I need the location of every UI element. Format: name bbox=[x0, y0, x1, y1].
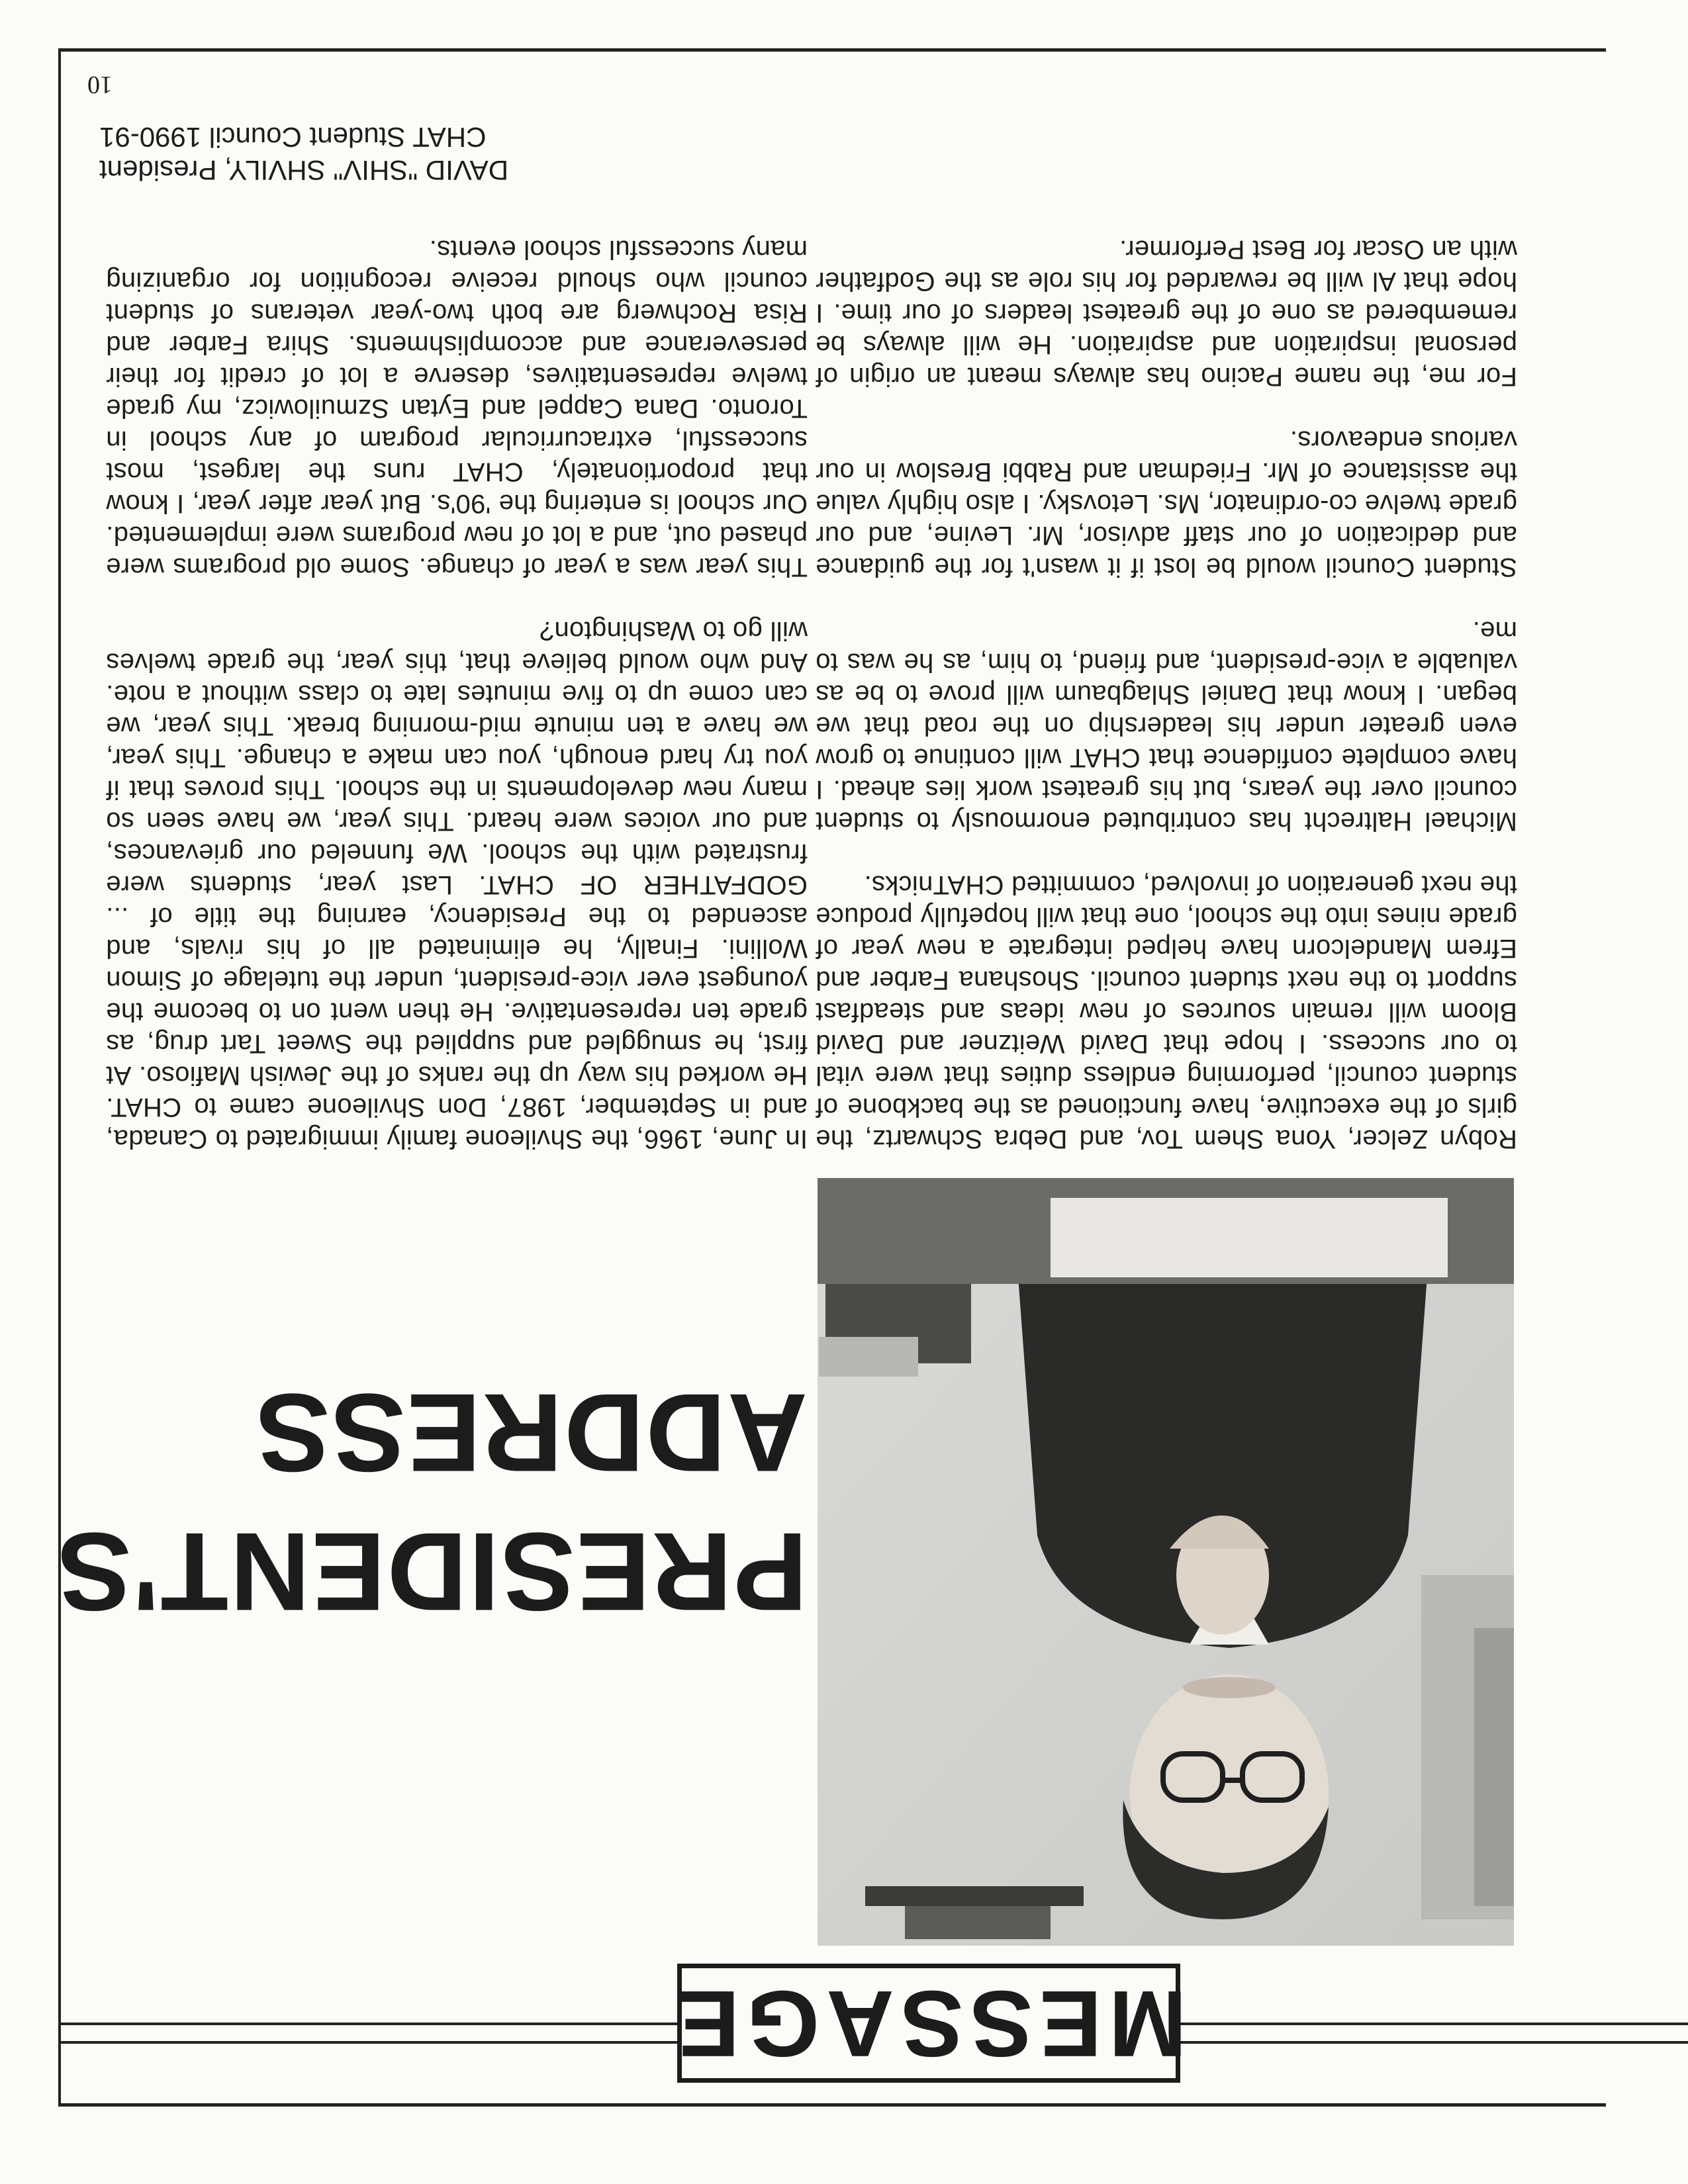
paragraph: This year was a year of change. Some old programs were phased out, and a lot of new programs were implemented. Our school is entering the '90's. But year after year, I know that proportionately, CHAT runs the largest, most successful, extracurricular program of any school in Toronto. Dana Cappel and Eytan Szmuilowicz, my grade twelve representatives, deserve a lot of credit for their perseverance and accomplishments. Shira Farber and Risa Rochwerg are both two-year veterans of student council who should receive recognition for organizing many successful school events. bbox=[106, 235, 808, 582]
paragraph: Michael Haltrecht has contributed enormously to student council over the years, but his greatest work lies ahead. I have complete confidence that CHAT will continue to grow even greater under his leadership on the road that we began. I know that Daniel Shlagbaum will prove to be as valuable a vice-president, and friend, to him, as he was to me. bbox=[816, 616, 1517, 836]
presidents-address-title bbox=[56, 1363, 808, 1641]
paragraph: Student Council would be lost if it wasn't for the guidance and dedication of our staff advisor, Mr. Levine, and our grade twelve co-ordinator, Ms. Letovsky. I also highly value the assistance of Mr. Friedman and Rabbi Breslow in our various endeavors. bbox=[816, 426, 1517, 582]
signature-organization: CHAT Student Council 1990-91 bbox=[99, 122, 487, 153]
header-rule-right-2 bbox=[58, 2023, 677, 2025]
page-frame-top bbox=[58, 2103, 1606, 2107]
paragraph: Robyn Zelcer, Yona Shem Tov, and Debra Schwartz, the girls of the executive, have functioned as the backbone of student council, performing endless duties that were vital to our success. I hope that David Weitzner and David Bloom will remain sources of new ideas and steadfast support to the next student council. Shoshana Farber and Efrem Mandelcorn have helped integrate a new year of grade nines into the school, one that will hopefully produce the next generation of involved, committed CHATnicks. bbox=[816, 870, 1517, 1154]
message-header-box bbox=[670, 1964, 1188, 2083]
signature-name: DAVID "SHIV" SHVILY, President bbox=[99, 155, 509, 186]
left-text-column bbox=[816, 202, 1517, 1155]
portrait-photo-icon bbox=[818, 1178, 1514, 1946]
signature-block bbox=[99, 120, 563, 187]
header-rule-left-2 bbox=[1180, 2023, 1688, 2025]
page-frame-right bbox=[58, 48, 61, 2107]
header-rule-right-1 bbox=[58, 2041, 677, 2044]
right-text-column bbox=[106, 202, 808, 1155]
paragraph: For me, the name Pacino has always meant an origin of personal inspiration and aspiration. He will always be remembered as one of the greatest leaders of our time. I hope that Al will be rewarded for his role as the Godfather with an Oscar for Best Performer. bbox=[816, 235, 1517, 391]
page-frame-bottom bbox=[58, 48, 1606, 52]
paragraph: In June, 1966, the Shvileone family immigrated to Canada, and in September, 1987, Don Shvileone came to CHAT. He worked his way up the ranks of the Jewish Mafioso. At first, he smuggled and supplied the Sweet Tart drug, as grade ten representative. He then went on to become the youngest ever vice-president, under the tutelage of Simon Wollini. Finally, he eliminated all of his rivals, and ascended to the Presidency, earning the title of ... GODFATHER OF CHAT. Last year, students were frustrated with the school. We funneled our grievances, and our voices were heard. This year, we have seen so many new developments in the school. This proves that if you try hard enough, you can make a change. This year, we have a ten minute mid-morning break. This year, we can come up to five minutes late to class without a note. And who would believe that, this year, the grade twelves will go to Washington? bbox=[106, 616, 808, 1154]
title-line-presidents: PRESIDENT'S bbox=[56, 1510, 808, 1634]
title-line-address: ADDRESS bbox=[254, 1371, 808, 1495]
president-portrait-photo bbox=[818, 1178, 1514, 1946]
message-header-word: MESSAGE bbox=[670, 1971, 1188, 2076]
page-number: 10 bbox=[87, 71, 113, 99]
header-rule-left-1 bbox=[1180, 2041, 1688, 2044]
